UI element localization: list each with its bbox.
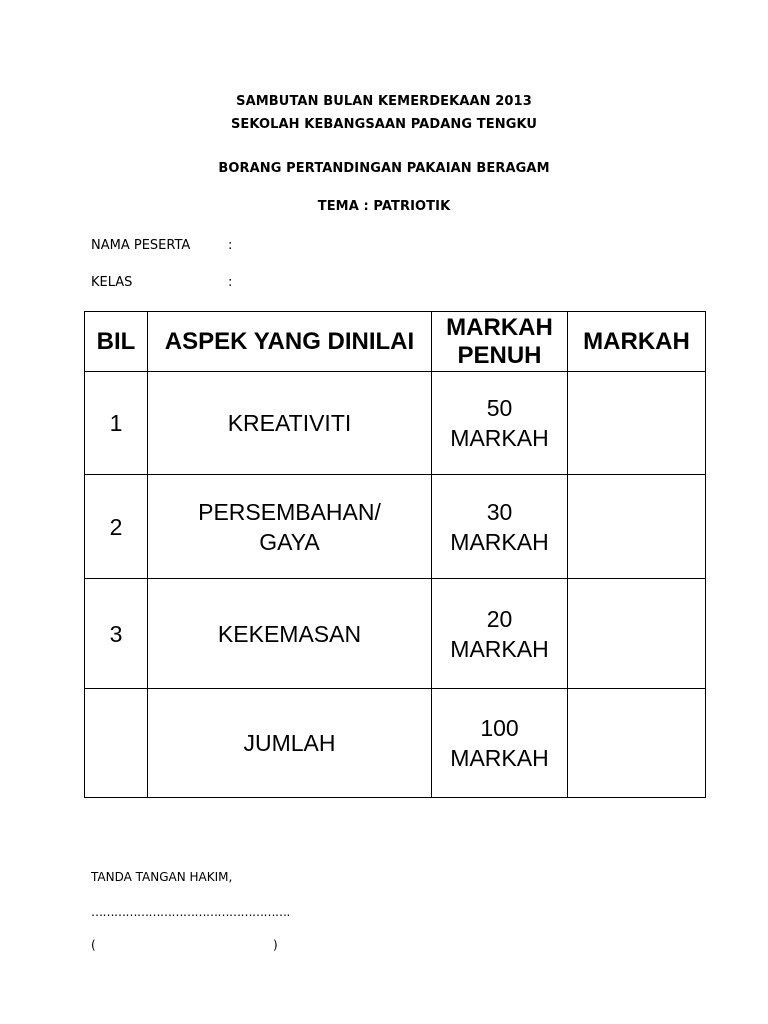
form-title: BORANG PERTANDINGAN PAKAIAN BERAGAM	[218, 161, 550, 176]
school-name: SEKOLAH KEBANGSAAN PADANG TENGKU	[230, 117, 538, 132]
full-marks-value: 20	[486, 605, 513, 632]
bil-cell: 2	[85, 475, 148, 579]
full-marks-value: 100	[480, 715, 519, 741]
full-marks-cell	[432, 372, 568, 475]
full-marks-unit: MARKAH	[450, 635, 549, 662]
aspek-cell: KREATIVITI	[148, 372, 432, 475]
bil-cell: 3	[85, 579, 148, 689]
name-paren-close: )	[273, 938, 278, 952]
table-row	[85, 475, 706, 579]
aspek-cell: KEKEMASAN	[148, 579, 432, 689]
table-row	[85, 372, 706, 475]
marks-cell[interactable]	[568, 372, 706, 475]
aspek-cell	[148, 475, 432, 579]
aspek-line2: GAYA	[259, 528, 320, 555]
full-marks-unit: MARKAH	[450, 528, 549, 555]
class-label: KELAS	[91, 275, 133, 290]
aspek-line1: PERSEMBAHAN/	[198, 498, 381, 525]
judge-signature-label: TANDA TANGAN HAKIM,	[91, 870, 233, 884]
header-markah-penuh-line1: MARKAH	[446, 313, 553, 341]
name-paren-open: (	[91, 938, 96, 952]
total-label-cell: JUMLAH	[148, 689, 432, 798]
participant-name-label: NAMA PESERTA	[91, 238, 191, 253]
theme-title: TEMA : PATRIOTIK	[317, 199, 451, 214]
header-aspek: ASPEK YANG DINILAI	[148, 312, 432, 372]
signature-line: …………………………………………….	[91, 905, 290, 919]
table-row-total	[85, 689, 706, 798]
total-marks-cell[interactable]	[568, 689, 706, 798]
table-row	[85, 579, 706, 689]
bil-cell	[85, 689, 148, 798]
marks-cell[interactable]	[568, 579, 706, 689]
full-marks-unit: MARKAH	[450, 425, 549, 451]
full-marks-unit: MARKAH	[450, 745, 549, 771]
class-colon: :	[228, 275, 233, 290]
full-marks-value: 30	[486, 498, 513, 525]
total-full-marks-cell	[432, 689, 568, 798]
marks-cell[interactable]	[568, 475, 706, 579]
header-markah-penuh-line2: PENUH	[457, 341, 542, 369]
full-marks-cell	[432, 579, 568, 689]
participant-name-colon: :	[228, 238, 233, 253]
header-bil: BIL	[85, 312, 148, 372]
bil-cell: 1	[85, 372, 148, 475]
header-markah-penuh	[432, 312, 568, 372]
event-title: SAMBUTAN BULAN KEMERDEKAAN 2013	[236, 94, 532, 109]
header-markah: MARKAH	[568, 312, 706, 372]
full-marks-cell	[432, 475, 568, 579]
table-header-row	[85, 312, 706, 372]
full-marks-value: 50	[486, 395, 513, 421]
score-table	[84, 311, 706, 798]
